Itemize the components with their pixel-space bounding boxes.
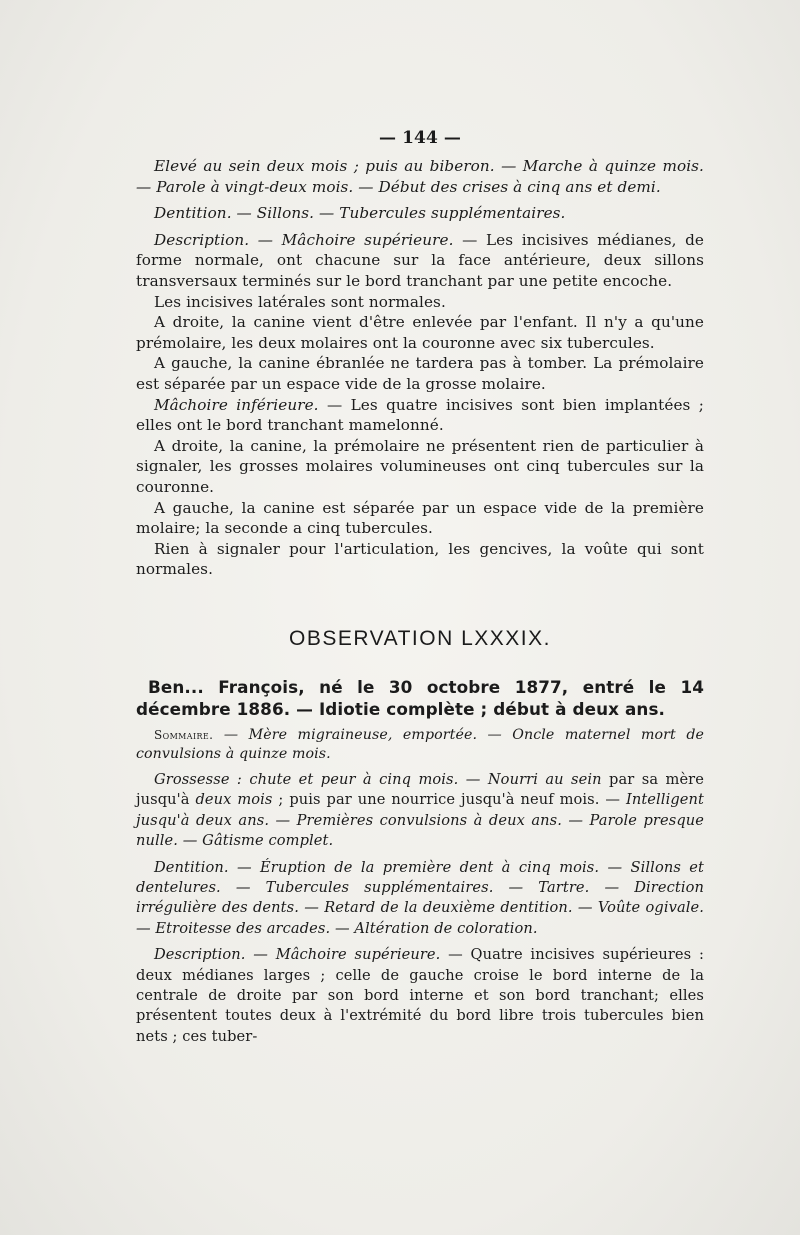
observation-title: OBSERVATION LXXXIX. [289, 626, 551, 650]
history-summary: Elevé au sein deux mois ; puis au biberon. — Marche à quinze mois. — Parole à vingt-deux mois. — Début des crises à cinq ans et demi. [136, 157, 704, 196]
grossesse-paragraph [136, 770, 704, 852]
description-text-2: — Quatre incisives supérieures : deux médianes larges ; celle de gauche croise le bord interne de la centrale de droite par son bord interne et son bord tranchant; elles présentent toutes deux à l'extrémité du bord libre trois tubercules bien nets ; ces tuber- [136, 946, 704, 1045]
page-number: — 144 — [378, 128, 462, 148]
grossesse-italic-2: deux mois [195, 791, 273, 809]
description-label: Description. — Mâchoire supérieure. [154, 230, 454, 249]
description-upper-jaw [136, 230, 704, 292]
page-text [136, 126, 704, 1047]
dentition-summary: Dentition. — Sillons. — Tubercules supplémentaires. [154, 204, 566, 223]
lower-jaw-text: — Les quatre incisives sont bien implantées ; elles ont le bord tranchant mamelonné. [136, 395, 704, 435]
grossesse-italic-1: Grossesse : chute et peur à cinq mois. — Nourri au sein [154, 770, 602, 788]
paragraph: A gauche, la canine ébranlée ne tardera pas à tomber. La prémolaire est séparée par un espace vide de la grosse molaire. [136, 354, 704, 393]
description-text: — Les incisives médianes, de forme normale, ont chacune sur la face antérieure, deux sillons transversaux terminés sur le bord tranchant par une petite encoche. [136, 230, 705, 290]
grossesse-italic-3: Intelligent jusqu'à deux ans. — Premières convulsions à deux ans. — Parole presque nulle. — Gâtisme complet. [136, 791, 704, 850]
sommaire-paragraph [136, 726, 704, 764]
paragraph: A droite, la canine vient d'être enlevée par l'enfant. Il n'y a qu'une prémolaire, les deux molaires ont la couronne avec six tubercules. [136, 313, 704, 352]
paragraph: Les incisives latérales sont normales. [154, 292, 446, 311]
description-upper-jaw-2 [136, 945, 704, 1047]
paragraph: Rien à signaler pour l'articulation, les gencives, la voûte qui sont normales. [136, 539, 704, 579]
description-label-2: Description. — Mâchoire supérieure. [154, 946, 441, 964]
case-heading: Ben... François, né le 30 octobre 1877, entré le 14 décembre 1886. — Idiotie complète ; début à deux ans. [136, 676, 704, 719]
dentition-paragraph: Dentition. — Éruption de la première dent à cinq mois. — Sillons et dentelures. — Tubercules supplémentaires. — Tartre. — Direction irrégulière des dents. — Retard de la deuxième dentition. — Voûte ogivale. — Etroitesse des arcades. — Altération de coloration. [136, 858, 704, 937]
lower-jaw-label: Mâchoire inférieure. [154, 395, 319, 414]
paragraph: A droite, la canine, la prémolaire ne présentent rien de particulier à signaler, les grosses molaires volumineuses ont cinq tubercules sur la couronne. [136, 436, 704, 496]
lower-jaw-paragraph [136, 395, 704, 436]
paragraph: A gauche, la canine est séparée par un espace vide de la première molaire; la seconde a cinq tubercules. [136, 498, 704, 538]
grossesse-text-1: par sa mère jusqu'à [136, 770, 704, 809]
sommaire-text: — Mère migraineuse, emportée. — Oncle maternel mort de convulsions à quinze mois. [136, 726, 704, 762]
grossesse-text-2: ; puis par une nourrice jusqu'à neuf mois. — [272, 791, 626, 809]
sommaire-label: Sommaire. [154, 727, 214, 742]
